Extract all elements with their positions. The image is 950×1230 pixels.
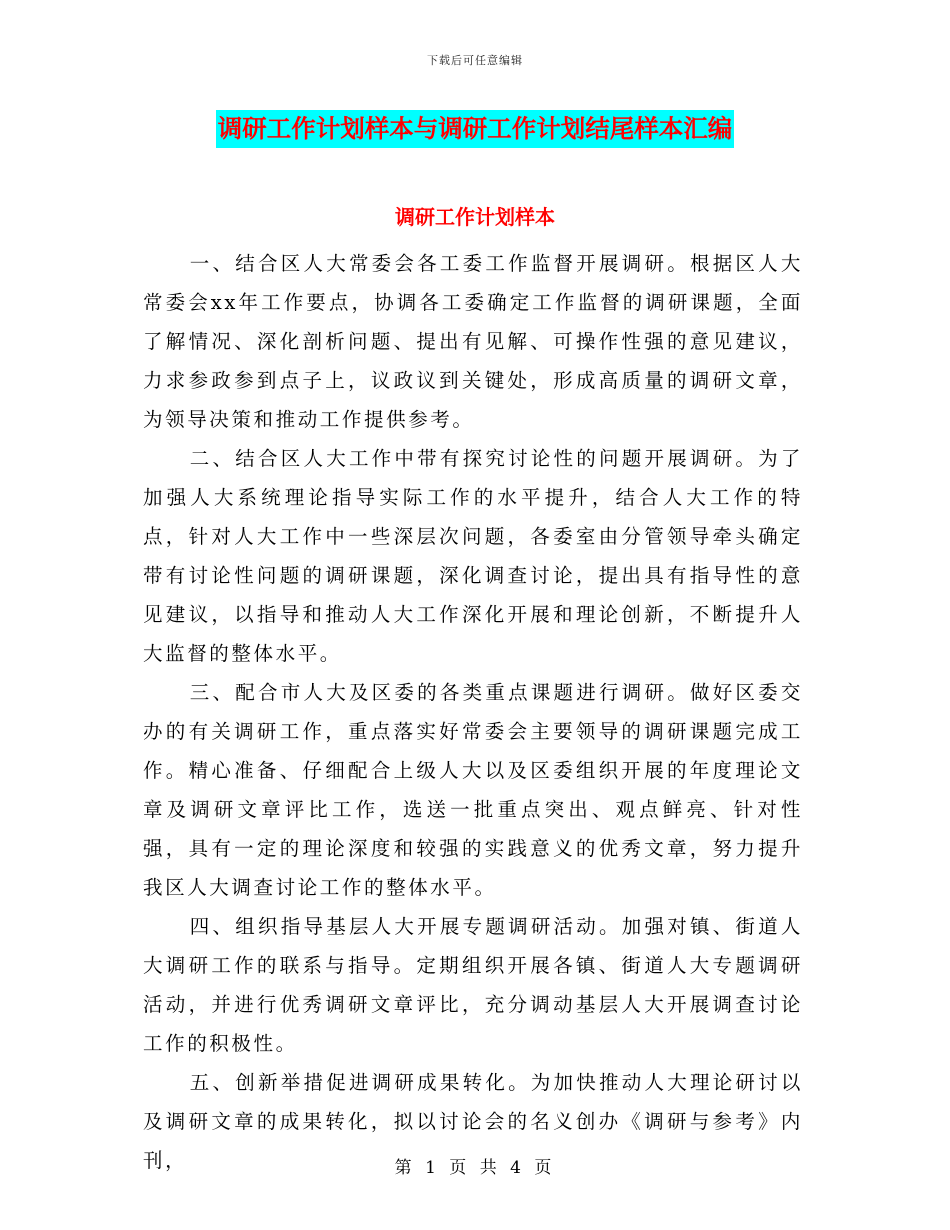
page-header-note: 下载后可任意编辑 bbox=[427, 54, 523, 67]
document-title: 调研工作计划样本与调研工作计划结尾样本汇编 bbox=[216, 110, 735, 148]
paragraph-3: 三、配合市人大及区委的各类重点课题进行调研。做好区委交办的有关调研工作，重点落实好常委会主要领导的调研课题完成工作。精心准备、仔细配合上级人大以及区委组织开展的年度理论文章及调研文章评比工作，选送一批重点突出、观点鲜亮、针对性强，具有一定的理论深度和较强的实践意义的优秀文章，努力提升我区人大调查讨论工作的整体水平。 bbox=[143, 681, 803, 899]
page-number-footer: 第 1 页 共 4 页 bbox=[394, 1158, 556, 1178]
paragraph-2: 二、结合区人大工作中带有探究讨论性的问题开展调研。为了加强人大系统理论指导实际工作的水平提升，结合人大工作的特点，针对人大工作中一些深层次问题，各委室由分管领导牵头确定带有讨论性问题的调研课题，深化调查讨论，提出具有指导性的意见建议，以指导和推动人大工作深化开展和理论创新，不断提升人大监督的整体水平。 bbox=[143, 447, 803, 665]
document-title-container bbox=[0, 110, 950, 148]
paragraph-4: 四、组织指导基层人大开展专题调研活动。加强对镇、街道人大调研工作的联系与指导。定期组织开展各镇、街道人大专题调研活动，并进行优秀调研文章评比，充分调动基层人大开展调查讨论工作的积极性。 bbox=[143, 915, 803, 1055]
paragraph-5: 五、创新举措促进调研成果转化。为加快推动人大理论研讨以及调研文章的成果转化，拟以讨论会的名义创办《调研与参考》内刊， bbox=[143, 1071, 803, 1172]
paragraph-1: 一、结合区人大常委会各工委工作监督开展调研。根据区人大常委会xx年工作要点，协调各工委确定工作监督的调研课题，全面了解情况、深化剖析问题、提出有见解、可操作性强的意见建议，力求参政参到点子上，议政议到关键处，形成高质量的调研文章，为领导决策和推动工作提供参考。 bbox=[143, 252, 803, 431]
document-body bbox=[143, 244, 803, 1180]
section-title: 调研工作计划样本 bbox=[395, 205, 555, 229]
